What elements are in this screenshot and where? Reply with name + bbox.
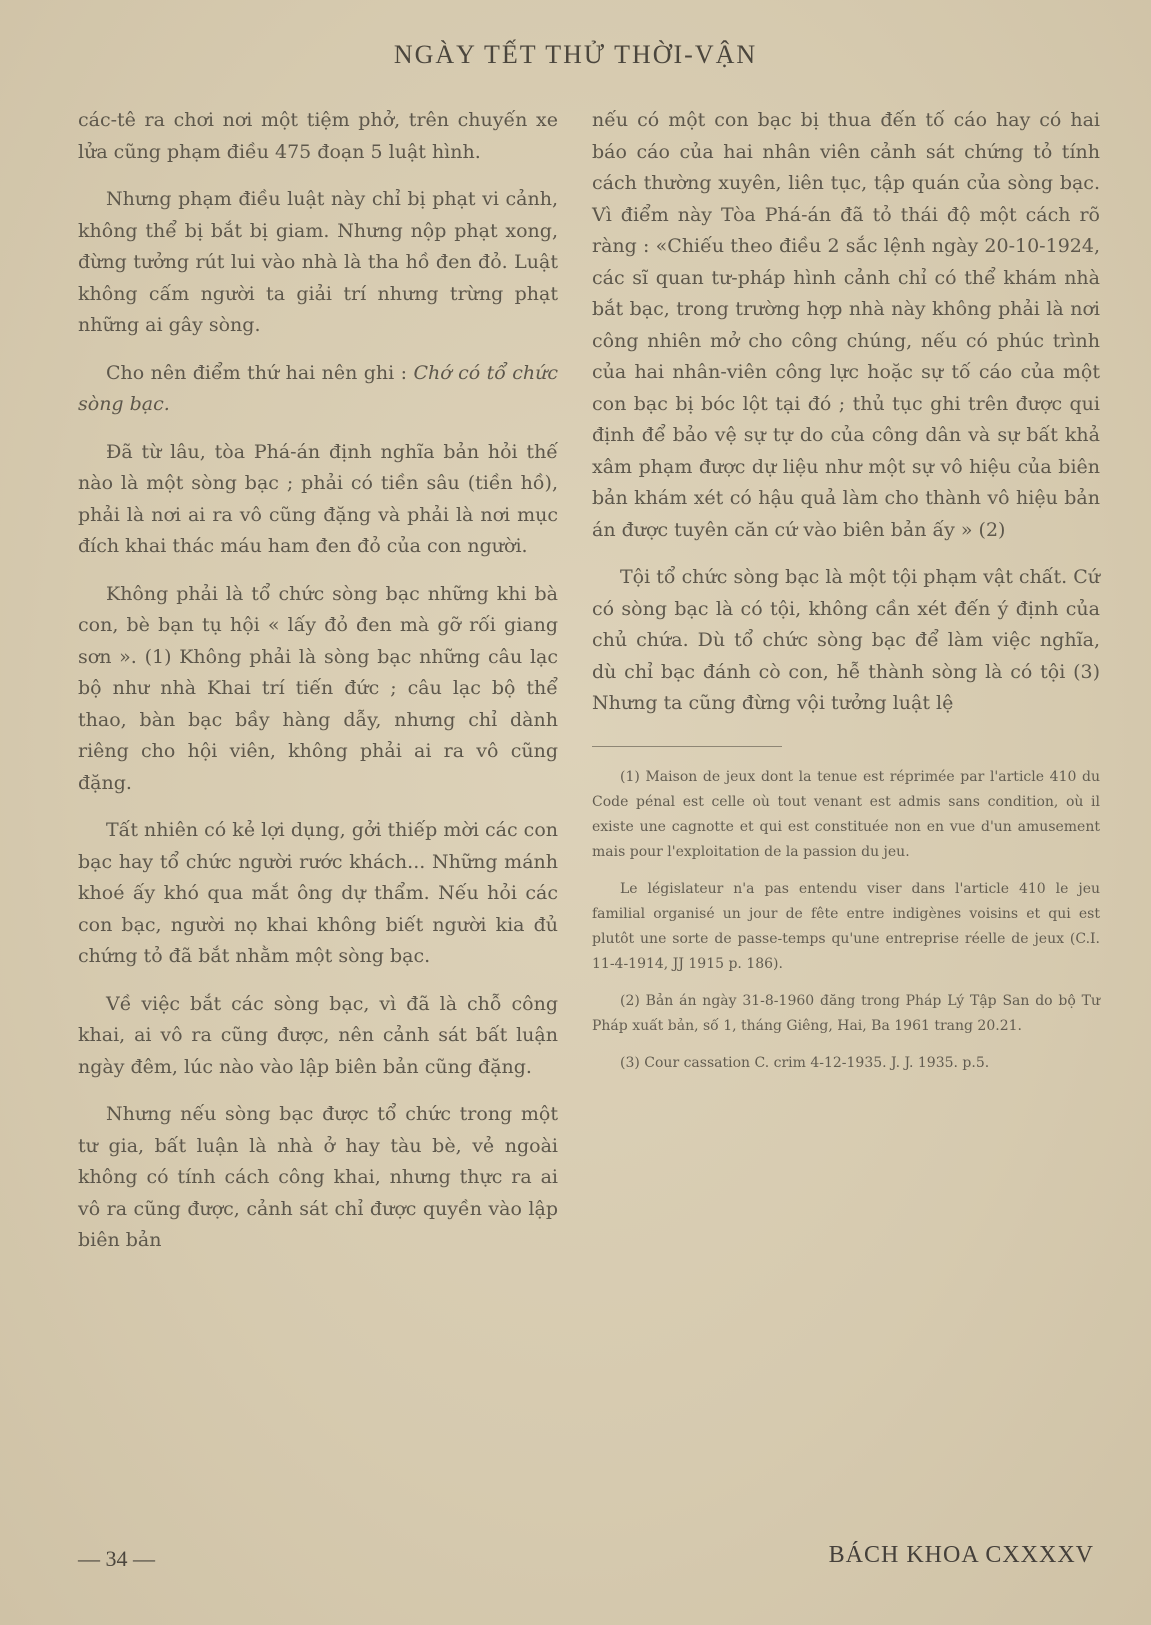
footnote: (1) Maison de jeux dont la tenue est réprimée par l'article 410 du Code pénal est celle où tout venant est admis sans condition, où il existe une cagnotte et qui est constituée non en vue d'un amusement mais pour l'exploitation de la passion du jeu. (592, 768, 1100, 860)
left-column (78, 105, 558, 1273)
paragraph: nếu có một con bạc bị thua đến tố cáo hay có hai báo cáo của hai nhân viên cảnh sát chứng tỏ tính cách thường xuyên, liên tục, tập quán của sòng bạc. Vì điểm này Tòa Phá-án đã tỏ thái độ một cách rõ ràng : «Chiếu theo điều 2 sắc lệnh ngày 20-10-1924, các sĩ quan tư-pháp hình cảnh chỉ có thể khám nhà bắt bạc, trong trường hợp nhà này không phải là nơi công nhiên mở cho công chúng, nếu có phúc trình của hai nhân-viên công lực hoặc sự tố cáo của một con bạc bị bóc lột tại đó ; thủ tục ghi trên được qui định để bảo vệ sự tự do của công dân và sự bất khả xâm phạm được dự liệu như một sự vô hiệu của biên bản khám xét có hậu quả làm cho thành vô hiệu bản án được tuyên căn cứ vào biên bản ấy » (2) (592, 109, 1100, 541)
emphasis-text: Chớ có tổ chức sòng bạc. (78, 361, 558, 415)
paragraph: Đã từ lâu, tòa Phá-án định nghĩa bản hỏi thế nào là một sòng bạc ; phải có tiền sâu (tiền hồ), phải là nơi ai ra vô cũng đặng và phải là nơi mục đích khai thác máu ham đen đỏ của con người. (78, 440, 558, 557)
footnote: Le législateur n'a pas entendu viser dans l'article 410 le jeu familial organisé un jour de fête entre indigènes voisins et qui est plutôt une sorte de passe-temps qu'une entreprise réelle de jeux (C.I. 11-4-1914, JJ 1915 p. 186). (592, 880, 1100, 972)
paragraph: các-tê ra chơi nơi một tiệm phở, trên chuyến xe lửa cũng phạm điều 475 đoạn 5 luật hình. (78, 109, 558, 163)
footnote: (2) Bản án ngày 31-8-1960 đăng trong Pháp Lý Tập San do bộ Tư Pháp xuất bản, số 1, tháng Giêng, Hai, Ba 1961 trang 20.21. (592, 992, 1100, 1034)
paragraph: Nhưng phạm điều luật này chỉ bị phạt vi cảnh, không thể bị bắt bị giam. Nhưng nộp phạt xong, đừng tưởng rút lui vào nhà là tha hồ đen đỏ. Luật không cấm người ta giải trí nhưng trừng phạt những ai gây sòng. (78, 188, 558, 336)
right-column (592, 105, 1100, 1088)
paragraph-with-emphasis (78, 358, 558, 421)
paragraph: Nhưng nếu sòng bạc được tổ chức trong một tư gia, bất luận là nhà ở hay tàu bè, vẻ ngoài không có tính cách công khai, nhưng thực ra ai vô ra cũng được, cảnh sát chỉ được quyền vào lập biên bản (78, 1103, 558, 1251)
paragraph-text: Cho nên điểm thứ hai nên ghi : (106, 361, 414, 384)
paragraph: Tất nhiên có kẻ lợi dụng, gởi thiếp mời các con bạc hay tổ chức người rước khách... Những mánh khoé ấy khó qua mắt ông dự thẩm. Nếu hỏi các con bạc, người nọ khai không biết người kia đủ chứng tỏ đã bắt nhằm một sòng bạc. (78, 819, 558, 967)
paragraph: Tội tổ chức sòng bạc là một tội phạm vật chất. Cứ có sòng bạc là có tội, không cần xét đến ý định của chủ chứa. Dù tổ chức sòng bạc để làm việc nghĩa, dù chỉ bạc đánh cò con, hễ thành sòng là có tội (3) Nhưng ta cũng đừng vội tưởng luật lệ (592, 566, 1100, 714)
footnote: (3) Cour cassation C. crim 4-12-1935. J. J. 1935. p.5. (620, 1054, 990, 1071)
paragraph: Về việc bắt các sòng bạc, vì đã là chỗ công khai, ai vô ra cũng được, nên cảnh sát bất luận ngày đêm, lúc nào vào lập biên bản cũng đặng. (78, 992, 558, 1078)
footnote-divider (592, 746, 782, 747)
paragraph: Không phải là tổ chức sòng bạc những khi bà con, bè bạn tụ hội « lấy đỏ đen mà gỡ rối giang sơn ». (1) Không phải là sòng bạc những câu lạc bộ như nhà Khai trí tiến đức ; câu lạc bộ thể thao, bàn bạc bầy hàng dẫy, nhưng chỉ dành riêng cho hội viên, không phải ai ra vô cũng đặng. (78, 582, 558, 794)
page-number: — 34 — (78, 1546, 155, 1571)
journal-issue: BÁCH KHOA CXXXXV (828, 1542, 1094, 1568)
footnotes (592, 765, 1100, 1076)
running-head: NGÀY TẾT THỬ THỜI-VẬN (393, 40, 758, 69)
